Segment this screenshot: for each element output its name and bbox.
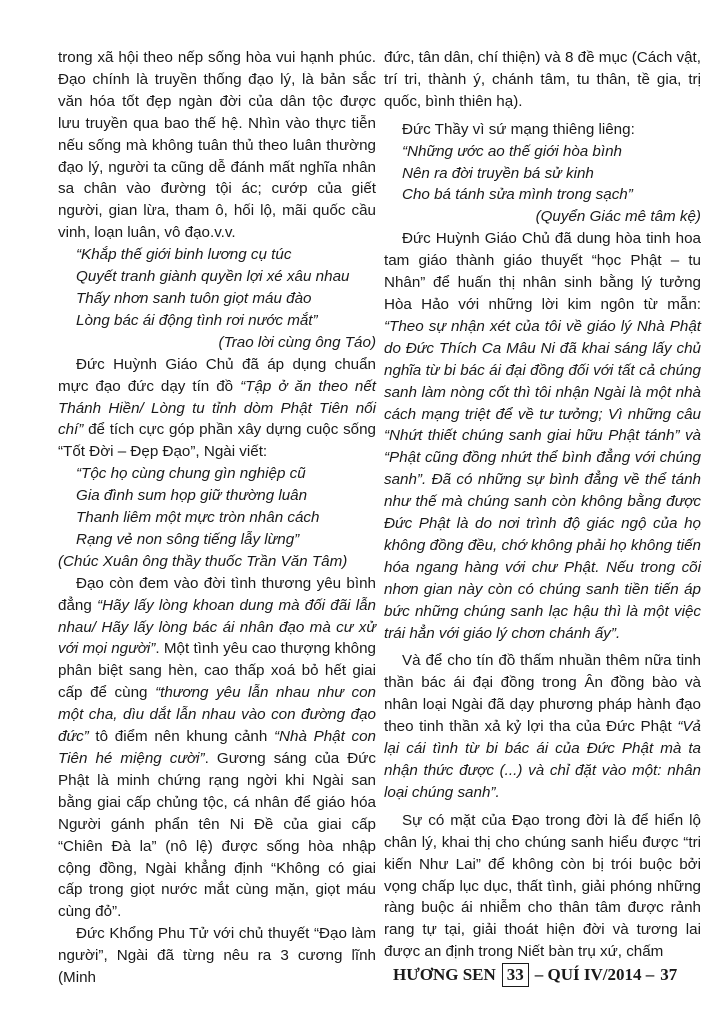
verse-line: Thấy nhơn sanh tuôn giọt máu đào [76,289,312,307]
verse-line: Gia đình sum họp giữ thường luân [76,487,308,505]
quote-run: “Nhà Phật con Tiên hé miệng cười” [58,728,376,767]
left-paragraph-3 [58,573,376,924]
verse-line: Thanh liêm một mực tròn nhân cách [76,509,320,527]
text-run: Đức Huỳnh Giáo Chủ đã dung hòa tinh hoa tam giáo thành giáo thuyết “học Phật – tu Nhân” để huấn thị nhân sinh bằng lý tưởng Hòa Hảo với những lời kim ngôn từ mẫn: [384,230,701,313]
left-verse-2 [58,463,376,573]
verse-line: “Tộc họ cùng chung gìn nghiệp cũ [76,465,306,483]
verse-line: Nên ra đời truyền bá sử kinh [402,164,594,182]
verse-line: Cho bá tánh sửa mình trong sạch” [402,186,633,204]
text-run: Và để cho tín đồ thấm nhuần thêm nữa tinh thần bác ái đại đồng trong Ân đồng bào và nhân loại Ngài đã dạy phương pháp hành đạo theo tinh thần xả kỷ lợi tha của Đức Phật [384,652,701,736]
left-column [58,47,376,989]
verse-line: “Khắp thế giới binh lương cụ túc [76,246,292,264]
right-paragraph-5: Sự có mặt của Đạo trong đời là để hiển lộ chân lý, khai thị cho chúng sanh hiểu được “tri kiến Như Lai” để không còn bị trói buộc bởi vọng chấp lục dục, thất tình, giải phóng những ràng buộc ái nhiễm cho thân tâm được rảnh rang tự tại, giải thoát hiện đời và tương lai được an định trong Niết bàn trụ xứ, chấm [384,811,701,961]
quote-run: “Hãy lấy lòng khoan dung mà đối đãi lẫn nhau/ Hãy lấy lòng bác ái nhân đạo mà cư xử với mọi người” [58,596,376,658]
right-paragraph-4 [384,650,701,803]
page-number: 37 [660,965,678,985]
issue-number-box: 33 [502,963,529,987]
quote-run: “Theo sự nhận xét của tôi về giáo lý Nhà Phật do Đức Thích Ca Mâu Ni đã khai sáng lấy chủ nghĩa từ bi bác ái đại đồng đối với tất cả chúng sanh làm nòng cốt thì tôi nhận Ngài là một nhà cách mạng triệt để về tư tưởng; Vì những câu “Nhứt thiết chúng sanh giai hữu Phật tánh” và “Phật cũng đồng nhứt thể bình đẳng với chúng sanh”. Đã có những sự bình đẳng về thể tánh như thế mà chúng sanh còn không bằng được Đức Phật là do nơi trình độ giác ngộ của họ không đồng đều, chớ không phải họ không tiến hóa ngang hàng với chư Phật. Nếu trong cõi nhơn gian này còn có chúng sanh tiền tiến áp bức những chúng sanh lạc hậu thì là một việc trái hẳn với giáo lý chơn chánh ấy”. [384,317,701,642]
left-paragraph-1: trong xã hội theo nếp sống hòa vui hạnh phúc. Đạo chính là truyền thống đạo lý, là bản sắc văn hóa tốt đẹp ngàn đời của dân tộc được lưu truyền qua bao thế hệ. Nhìn vào thực tiễn nếu sống mà không tuân thủ theo luân thường đạo lý, người ta cũng dễ đánh mất nghĩa nhân sa chân vào đường tội ác; cướp của giết người, gian lừa, tham ô, hối lộ, mãi quốc cầu vinh, loạn luân, vô đạo.v.v. [58,49,376,242]
right-column [384,47,701,963]
verse-source: (Chúc Xuân ông thầy thuốc Trần Văn Tâm) [58,552,348,570]
left-paragraph-2 [58,354,376,464]
right-verse-1 [384,141,701,229]
text-run: tô điểm nên khung cảnh [88,728,274,746]
left-verse-1 [58,244,376,354]
right-paragraph-2: Đức Thầy vì sứ mạng thiêng liêng: [402,120,635,138]
verse-source: (Quyển Giác mê tâm kệ) [535,208,701,226]
quote-run: “thương yêu lẫn nhau như con một cha, dìu dắt lẫn nhau vào con đường đạo đức” [58,684,376,746]
text-run: Đạo còn đem vào đời tình thương yêu bình đẳng [58,574,376,614]
verse-line: Lòng bác ái động tình rơi nước mắt” [76,311,318,329]
verse-line: Quyết tranh giành quyền lợi xé xâu nhau [76,268,350,286]
left-paragraph-4: Đức Khổng Phu Tử với chủ thuyết “Đạo làm người”, Ngài đã từng nêu ra 3 cương lĩnh (Minh [58,925,376,987]
magazine-name: HƯƠNG SEN [393,965,496,985]
right-paragraph-3 [384,228,701,644]
verse-line: Rạng vẻ non sông tiếng lẫy lừng” [76,530,300,548]
verse-line: “Những ước ao thế giới hòa bình [402,142,622,160]
text-run: Đức Huỳnh Giáo Chủ đã áp dụng chuẩn mực đạo đức dạy tín đồ [58,355,376,395]
quote-run: “Tập ở ăn theo nết Thánh Hiền/ Lòng tu tỉnh dòm Phật Tiên nối chí” [58,377,376,439]
verse-source: (Trao lời cùng ông Táo) [218,333,376,351]
text-run: . Gương sáng của Đức Phật là minh chứng rạng ngời khi Ngài san bằng giai cấp chủng tộc, cá nhân để giáo hóa Người gánh phẩn tên Ni Đề của giai cấp “Chiên Đà la” (nô lệ) được sống hòa nhập cộng đồng, Ngài khẳng định “Không có giai cấp trong giọt nước mắt cùng mặn, giọt máu cùng đỏ”. [58,750,376,921]
right-paragraph-1: đức, tân dân, chí thiện) và 8 đề mục (Cách vật, trí tri, thành ý, chánh tâm, tu thân, tề gia, trị quốc, bình thiên hạ). [384,49,701,110]
text-run: để tích cực góp phần xây dựng cuộc sống “Tốt Đời – Đẹp Đạo”, Ngài viết: [58,421,376,461]
quote-run: “Vả lại cái tình từ bi bác ái của Đức Phật mà ta nhận thức được (...) và chỉ đặt vào một: nhân loại chúng sanh”. [384,718,701,801]
page-footer [393,961,703,989]
issue-period: – QUÍ IV/2014 – [534,965,655,985]
text-run: . Một tình yêu cao thượng không phân biệt sang hèn, cao thấp xoá bỏ hết giai cấp để cùng [58,640,376,702]
